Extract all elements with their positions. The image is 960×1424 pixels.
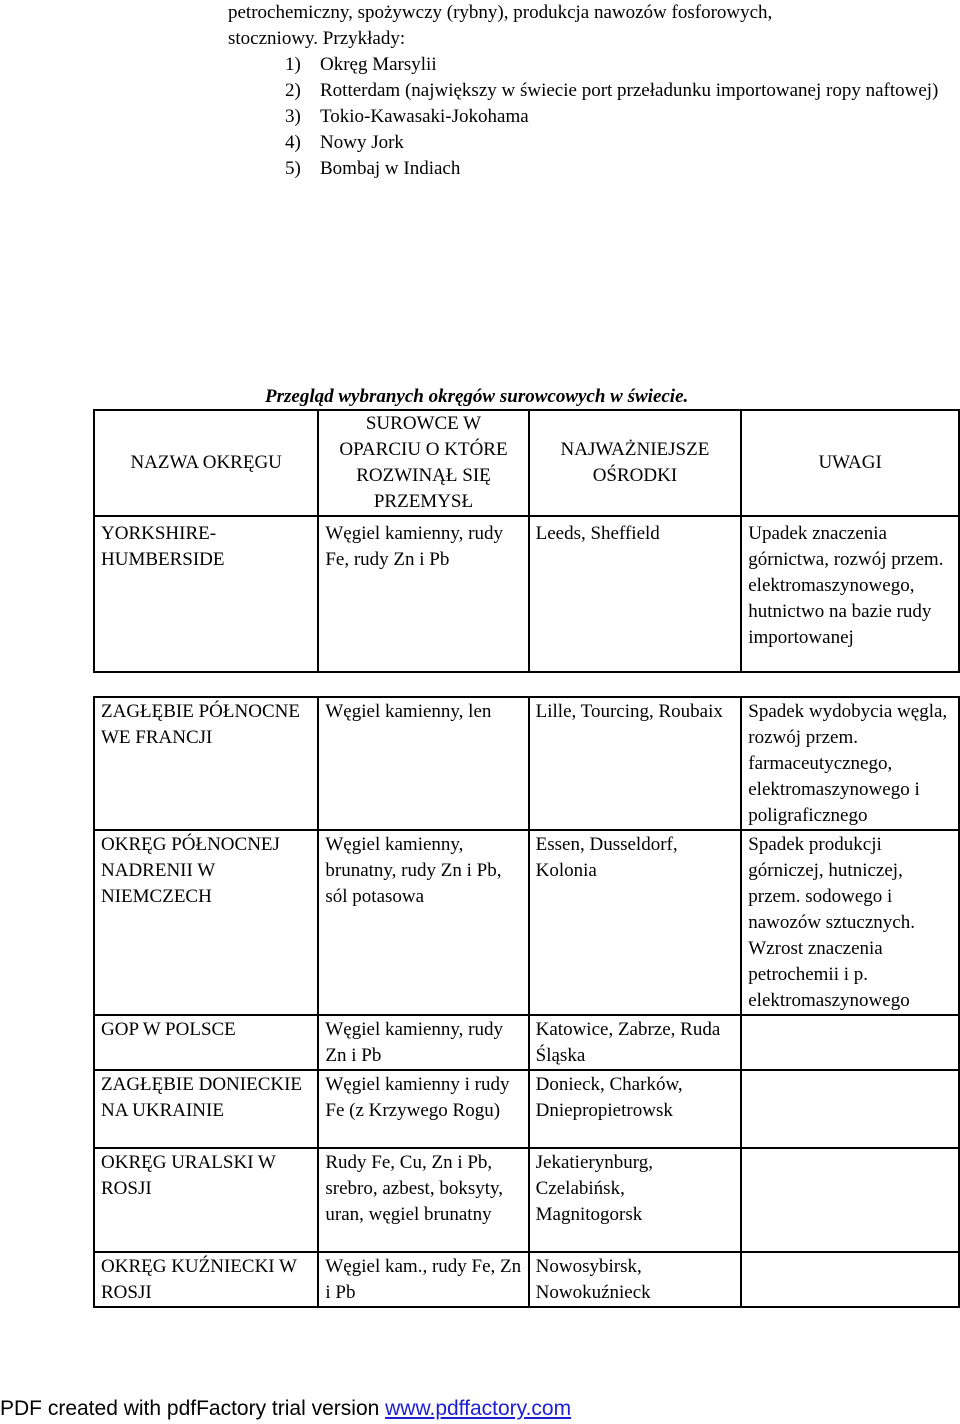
table-cell: Węgiel kamienny i rudy Fe (z Krzywego Rogu) — [318, 1070, 528, 1148]
table-cell: Katowice, Zabrze, Ruda Śląska — [529, 1015, 742, 1070]
table-row — [94, 697, 959, 830]
intro-text — [228, 0, 943, 182]
list-number: 4) — [285, 132, 301, 153]
table-cell: YORKSHIRE-HUMBERSIDE — [94, 516, 318, 672]
list-number: 2) — [285, 80, 301, 101]
table-row — [94, 1148, 959, 1252]
table-cell: OKRĘG URALSKI W ROSJI — [94, 1148, 318, 1252]
header-cell-centers: NAJWAŻNIEJSZE OŚRODKI — [529, 410, 742, 516]
table-cell — [741, 1148, 959, 1252]
table-cell: Węgiel kamienny, rudy Fe, rudy Zn i Pb — [318, 516, 528, 672]
table-cell: OKRĘG KUŹNIECKI W ROSJI — [94, 1252, 318, 1307]
list-number: 3) — [285, 106, 301, 127]
section-heading: Przegląd wybranych okręgów surowcowych w świecie. — [265, 386, 689, 407]
header-cell-name: NAZWA OKRĘGU — [94, 410, 318, 516]
pdffactory-link[interactable]: www.pdffactory.com — [385, 1397, 572, 1420]
table-cell: Leeds, Sheffield — [529, 516, 742, 672]
regions-table-header — [93, 409, 960, 673]
table-cell — [741, 1070, 959, 1148]
list-number: 1) — [285, 54, 301, 75]
list-item — [285, 156, 943, 182]
table-cell: Donieck, Charków, Dniepropietrowsk — [529, 1070, 742, 1148]
list-text: Nowy Jork — [320, 132, 404, 153]
table-row — [94, 1252, 959, 1307]
list-item — [285, 104, 943, 130]
table-cell: Węgiel kamienny, brunatny, rudy Zn i Pb, sól potasowa — [318, 830, 528, 1015]
list-item — [285, 78, 943, 104]
intro-line: stoczniowy. Przykłady: — [228, 28, 406, 49]
list-number: 5) — [285, 158, 301, 179]
table-row — [94, 516, 959, 672]
table-cell: Rudy Fe, Cu, Zn i Pb, srebro, azbest, boksyty, uran, węgiel brunatny — [318, 1148, 528, 1252]
table-cell: OKRĘG PÓŁNOCNEJ NADRENII W NIEMCZECH — [94, 830, 318, 1015]
table-row — [94, 1015, 959, 1070]
header-cell-notes: UWAGI — [741, 410, 959, 516]
table-cell: Spadek wydobycia węgla, rozwój przem. farmaceutycznego, elektromaszynowego i poligraficznego — [741, 697, 959, 830]
list-text: Okręg Marsylii — [320, 54, 437, 75]
list-text: Bombaj w Indiach — [320, 158, 461, 179]
table-cell: Węgiel kamienny, len — [318, 697, 528, 830]
table-cell: Węgiel kamienny, rudy Zn i Pb — [318, 1015, 528, 1070]
list-text: Tokio-Kawasaki-Jokohama — [320, 106, 529, 127]
table-header-row — [94, 410, 959, 516]
intro-line: petrochemiczny, spożywczy (rybny), produkcja nawozów fosforowych, — [228, 2, 773, 23]
table-cell: ZAGŁĘBIE DONIECKIE NA UKRAINIE — [94, 1070, 318, 1148]
footer-text: PDF created with pdfFactory trial version — [0, 1397, 386, 1420]
table-cell: Węgiel kam., rudy Fe, Zn i Pb — [318, 1252, 528, 1307]
header-cell-resources: SUROWCE W OPARCIU O KTÓRE ROZWINĄŁ SIĘ PRZEMYSŁ — [318, 410, 528, 516]
table-cell: Lille, Tourcing, Roubaix — [529, 697, 742, 830]
table-row — [94, 1070, 959, 1148]
table-cell: Jekatierynburg, Czelabińsk, Magnitogorsk — [529, 1148, 742, 1252]
list-text: Rotterdam (największy w świecie port przeładunku importowanej ropy naftowej) — [320, 80, 939, 101]
regions-table-body — [93, 696, 960, 1308]
list-item — [285, 130, 943, 156]
table-cell: ZAGŁĘBIE PÓŁNOCNE WE FRANCJI — [94, 697, 318, 830]
list-item — [285, 52, 943, 78]
table-cell — [741, 1252, 959, 1307]
table-cell: GOP W POLSCE — [94, 1015, 318, 1070]
examples-list — [228, 52, 943, 182]
table-cell: Nowosybirsk, Nowokuźnieck — [529, 1252, 742, 1307]
table-cell — [741, 1015, 959, 1070]
table-cell: Spadek produkcji górniczej, hutniczej, przem. sodowego i nawozów sztucznych. Wzrost znaczenia petrochemii i p. elektromaszynowego — [741, 830, 959, 1015]
table-cell: Essen, Dusseldorf, Kolonia — [529, 830, 742, 1015]
table-cell: Upadek znaczenia górnictwa, rozwój przem. elektromaszynowego, hutnictwo na bazie rudy importowanej — [741, 516, 959, 672]
pdf-footer — [0, 1396, 571, 1422]
table-row — [94, 830, 959, 1015]
